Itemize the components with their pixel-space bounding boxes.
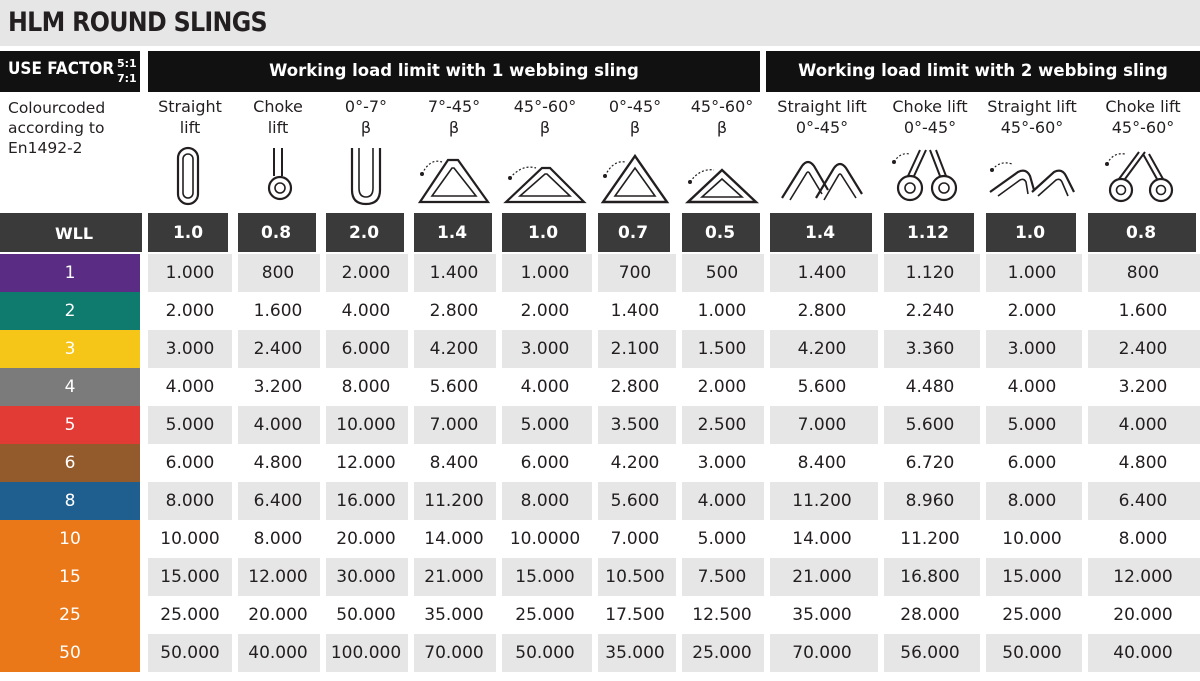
table-cell: 6.000 xyxy=(165,453,215,473)
table-cell: 5.600 xyxy=(429,377,479,397)
group-header-double-text: Working load limit with 2 webbing sling xyxy=(798,61,1168,80)
table-cell: 10.000 xyxy=(160,529,220,549)
column-header-line: lift xyxy=(267,118,289,137)
table-cell: 21.000 xyxy=(792,567,852,587)
table-cell: 35.000 xyxy=(605,643,665,663)
table-cell: 8.960 xyxy=(905,491,955,511)
table-cell: 4.000 xyxy=(697,491,747,511)
table-cell: 2.800 xyxy=(429,301,479,321)
table-cell: 3.500 xyxy=(610,415,660,435)
column-header-line: β xyxy=(716,118,728,137)
table-cell: 40.000 xyxy=(248,643,308,663)
wll-colour-swatch: 50 xyxy=(0,634,140,672)
table-cell: 8.400 xyxy=(797,453,847,473)
table-cell: 8.000 xyxy=(165,491,215,511)
table-cell: 3.360 xyxy=(905,339,955,359)
wll-label-cell xyxy=(0,213,148,252)
table-cell: 35.000 xyxy=(792,605,852,625)
table-cell: 8.400 xyxy=(429,453,479,473)
table-cell: 2.800 xyxy=(797,301,847,321)
table-cell: 7.000 xyxy=(610,529,660,549)
table-cell: 2.240 xyxy=(905,301,955,321)
table-cell: 7.000 xyxy=(429,415,479,435)
table-cell: 1.500 xyxy=(697,339,747,359)
choke-basket-45-60-icon xyxy=(684,146,760,206)
table-cell: 16.000 xyxy=(336,491,396,511)
table-cell: 15.000 xyxy=(515,567,575,587)
table-cell: 7.500 xyxy=(697,567,747,587)
table-cell: 800 xyxy=(261,263,295,283)
column-header-line: β xyxy=(539,118,551,137)
table-cell: 12.000 xyxy=(1113,567,1173,587)
column-header-line: 45°-60° xyxy=(1111,118,1175,137)
table-cell: 70.000 xyxy=(424,643,484,663)
factor-cell: 1.0 xyxy=(148,213,228,252)
table-cell: 2.000 xyxy=(1007,301,1057,321)
table-cell: 25.000 xyxy=(160,605,220,625)
table-cell: 6.000 xyxy=(341,339,391,359)
table-cell: 1.400 xyxy=(429,263,479,283)
factor-cell: 1.0 xyxy=(500,213,586,252)
factor-cell: 1.0 xyxy=(984,213,1076,252)
column-divider xyxy=(496,213,502,672)
column-header xyxy=(412,96,496,138)
table-cell: 8.000 xyxy=(520,491,570,511)
column-header-line: 0°-45° xyxy=(608,97,662,116)
table-cell: 12.000 xyxy=(336,453,396,473)
factor-cell: 1.12 xyxy=(882,213,974,252)
table-cell: 4.000 xyxy=(253,415,303,435)
basket-0-7-icon xyxy=(346,146,386,206)
table-cell: 4.000 xyxy=(1007,377,1057,397)
column-header-line: 45°-60° xyxy=(690,97,754,116)
table-cell: 50.000 xyxy=(160,643,220,663)
table-cell: 3.000 xyxy=(520,339,570,359)
table-cell: 7.000 xyxy=(797,415,847,435)
column-header-line: Straight lift xyxy=(777,97,867,116)
wll-colour-swatch: 6 xyxy=(0,444,140,482)
column-divider xyxy=(232,213,238,672)
table-cell: 6.400 xyxy=(1118,491,1168,511)
table-cell: 3.000 xyxy=(165,339,215,359)
table-cell: 10.000 xyxy=(1002,529,1062,549)
table-cell: 1.600 xyxy=(1118,301,1168,321)
colour-note-line: according to xyxy=(8,119,105,137)
table-cell: 15.000 xyxy=(1002,567,1062,587)
table-cell: 4.800 xyxy=(1118,453,1168,473)
table-cell: 8.000 xyxy=(341,377,391,397)
table-cell: 10.500 xyxy=(605,567,665,587)
table-cell: 5.000 xyxy=(520,415,570,435)
column-header xyxy=(148,96,232,138)
factor-cell: 1.4 xyxy=(768,213,872,252)
wll-colour-swatch: 3 xyxy=(0,330,140,368)
table-cell: 1.120 xyxy=(905,263,955,283)
wll-colour-swatch: 1 xyxy=(0,254,140,292)
table-cell: 35.000 xyxy=(424,605,484,625)
table-cell: 25.000 xyxy=(515,605,575,625)
two-sling-choke-0-45-icon xyxy=(890,146,970,206)
factor-cell: 0.8 xyxy=(236,213,316,252)
table-cell: 4.800 xyxy=(253,453,303,473)
table-cell: 2.000 xyxy=(341,263,391,283)
column-divider xyxy=(320,213,326,672)
table-cell: 800 xyxy=(1126,263,1160,283)
column-header-line: 0°-7° xyxy=(344,97,388,116)
factor-cell: 2.0 xyxy=(324,213,404,252)
column-divider xyxy=(676,213,682,672)
table-cell: 40.000 xyxy=(1113,643,1173,663)
column-header-line: 45°-60° xyxy=(1000,118,1064,137)
column-header xyxy=(1086,96,1200,138)
table-cell: 1.400 xyxy=(610,301,660,321)
table-cell: 70.000 xyxy=(792,643,852,663)
column-header-line: 0°-45° xyxy=(795,118,849,137)
table-cell: 2.500 xyxy=(697,415,747,435)
table-cell: 8.000 xyxy=(253,529,303,549)
table-cell: 4.200 xyxy=(797,339,847,359)
colour-note-line: Colourcoded xyxy=(8,99,106,117)
table-cell: 3.000 xyxy=(697,453,747,473)
table-cell: 2.000 xyxy=(697,377,747,397)
table-cell: 20.000 xyxy=(1113,605,1173,625)
column-divider xyxy=(980,213,986,672)
table-cell: 10.000 xyxy=(336,415,396,435)
table-cell: 6.720 xyxy=(905,453,955,473)
table-cell: 1.000 xyxy=(1007,263,1057,283)
table-cell: 3.200 xyxy=(253,377,303,397)
title-bar xyxy=(0,0,1200,46)
table-cell: 6.000 xyxy=(520,453,570,473)
use-factor-ratio-top: 5:1 xyxy=(117,57,137,70)
page-title: HLM ROUND SLINGS xyxy=(8,7,267,38)
table-cell: 20.000 xyxy=(336,529,396,549)
column-header-line: β xyxy=(629,118,641,137)
table-cell: 14.000 xyxy=(424,529,484,549)
table-cell: 2.000 xyxy=(520,301,570,321)
column-header xyxy=(680,96,764,138)
table-cell: 5.000 xyxy=(165,415,215,435)
table-cell: 4.000 xyxy=(165,377,215,397)
table-cell: 11.200 xyxy=(792,491,852,511)
column-header xyxy=(236,96,320,138)
table-cell: 25.000 xyxy=(692,643,752,663)
table-cell: 6.400 xyxy=(253,491,303,511)
table-cell: 5.600 xyxy=(610,491,660,511)
column-divider xyxy=(592,213,598,672)
wll-colour-swatch: 15 xyxy=(0,558,140,596)
colour-coding-note xyxy=(8,98,105,158)
column-header-line: 7°-45° xyxy=(427,97,481,116)
factor-cell: 0.7 xyxy=(596,213,670,252)
table-cell: 1.000 xyxy=(697,301,747,321)
column-header-line: Choke lift xyxy=(892,97,968,116)
factor-cell: 0.5 xyxy=(680,213,760,252)
column-divider xyxy=(408,213,414,672)
column-header-line: Choke xyxy=(253,97,303,116)
group-header-single xyxy=(148,51,760,92)
column-header xyxy=(324,96,408,138)
table-cell: 25.000 xyxy=(1002,605,1062,625)
table-cell: 6.000 xyxy=(1007,453,1057,473)
table-cell: 2.400 xyxy=(1118,339,1168,359)
table-cell: 3.200 xyxy=(1118,377,1168,397)
two-sling-straight-0-45-icon xyxy=(776,146,868,206)
choke-basket-0-45-icon xyxy=(599,146,671,206)
table-cell: 50.000 xyxy=(515,643,575,663)
use-factor-ratios xyxy=(117,56,137,86)
column-divider xyxy=(142,51,148,672)
factor-cell: 0.8 xyxy=(1086,213,1196,252)
table-cell: 56.000 xyxy=(900,643,960,663)
table-cell: 2.800 xyxy=(610,377,660,397)
table-cell: 8.000 xyxy=(1007,491,1057,511)
wll-colour-swatch: 4 xyxy=(0,368,140,406)
table-cell: 11.200 xyxy=(424,491,484,511)
column-header xyxy=(984,96,1080,138)
table-cell: 500 xyxy=(705,263,739,283)
table-cell: 5.000 xyxy=(697,529,747,549)
table-cell: 100.000 xyxy=(330,643,402,663)
group-header-single-text: Working load limit with 1 webbing sling xyxy=(269,61,639,80)
straight-lift-icon xyxy=(170,146,210,206)
wll-colour-swatch: 5 xyxy=(0,406,140,444)
column-header-line: β xyxy=(448,118,460,137)
table-cell: 2.100 xyxy=(610,339,660,359)
column-header xyxy=(500,96,590,138)
basket-45-60-icon xyxy=(502,146,588,206)
table-cell: 700 xyxy=(618,263,652,283)
table-cell: 2.400 xyxy=(253,339,303,359)
table-cell: 4.000 xyxy=(341,301,391,321)
column-header-line: lift xyxy=(179,118,201,137)
table-cell: 12.500 xyxy=(692,605,752,625)
table-cell: 4.200 xyxy=(610,453,660,473)
table-cell: 1.000 xyxy=(165,263,215,283)
column-header-line: Straight xyxy=(158,97,222,116)
table-cell: 2.000 xyxy=(165,301,215,321)
column-header-line: β xyxy=(360,118,372,137)
table-cell: 1.000 xyxy=(520,263,570,283)
table-cell: 21.000 xyxy=(424,567,484,587)
choke-lift-icon xyxy=(258,146,298,206)
table-cell: 16.800 xyxy=(900,567,960,587)
table-cell: 20.000 xyxy=(248,605,308,625)
wll-colour-swatch: 2 xyxy=(0,292,140,330)
column-header-line: 45°-60° xyxy=(513,97,577,116)
table-cell: 50.000 xyxy=(1002,643,1062,663)
column-divider xyxy=(764,213,770,672)
table-cell: 1.400 xyxy=(797,263,847,283)
use-factor-label: USE FACTOR xyxy=(8,59,115,79)
table-cell: 28.000 xyxy=(900,605,960,625)
table-cell: 17.500 xyxy=(605,605,665,625)
table-cell: 50.000 xyxy=(336,605,396,625)
two-sling-straight-45-60-icon xyxy=(986,146,1078,206)
table-cell: 4.200 xyxy=(429,339,479,359)
use-factor-header xyxy=(0,51,140,92)
wll-colour-swatch: 10 xyxy=(0,520,140,558)
column-header xyxy=(768,96,876,138)
table-cell: 12.000 xyxy=(248,567,308,587)
table-cell: 3.000 xyxy=(1007,339,1057,359)
column-divider xyxy=(878,213,884,672)
two-sling-choke-45-60-icon xyxy=(1103,146,1183,206)
table-cell: 11.200 xyxy=(900,529,960,549)
basket-7-45-icon xyxy=(416,146,492,206)
colour-note-line: En1492-2 xyxy=(8,139,83,157)
column-header-line: 0°-45° xyxy=(903,118,957,137)
table-cell: 1.600 xyxy=(253,301,303,321)
column-header-line: Straight lift xyxy=(987,97,1077,116)
table-cell: 15.000 xyxy=(160,567,220,587)
table-cell: 10.0000 xyxy=(509,529,581,549)
wll-colour-swatch: 8 xyxy=(0,482,140,520)
table-cell: 14.000 xyxy=(792,529,852,549)
table-cell: 4.480 xyxy=(905,377,955,397)
use-factor-ratio-bottom: 7:1 xyxy=(117,72,137,85)
table-cell: 5.000 xyxy=(1007,415,1057,435)
group-header-double xyxy=(766,51,1200,92)
table-cell: 8.000 xyxy=(1118,529,1168,549)
column-header-line: Choke lift xyxy=(1105,97,1181,116)
column-header xyxy=(882,96,978,138)
table-cell: 5.600 xyxy=(797,377,847,397)
column-header xyxy=(596,96,674,138)
table-cell: 30.000 xyxy=(336,567,396,587)
table-cell: 4.000 xyxy=(520,377,570,397)
factor-cell: 1.4 xyxy=(412,213,492,252)
column-divider xyxy=(1082,213,1088,672)
wll-label: WLL xyxy=(54,224,94,243)
table-cell: 5.600 xyxy=(905,415,955,435)
table-cell: 4.000 xyxy=(1118,415,1168,435)
wll-colour-swatch: 25 xyxy=(0,596,140,634)
